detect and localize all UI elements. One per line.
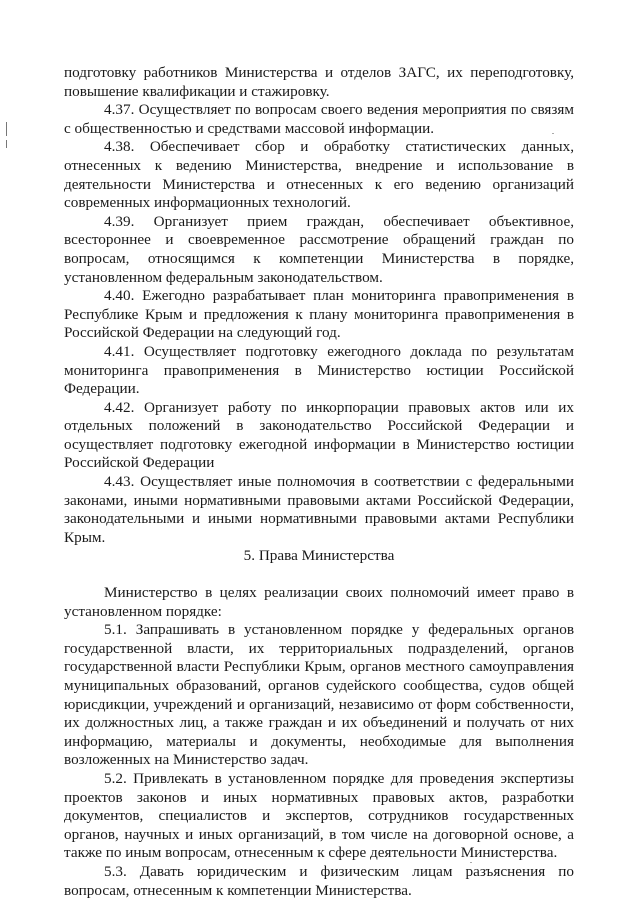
paragraph-4-39: 4.39. Организует прием граждан, обеспечивает объективное, всестороннее и своевременное рассмотрение обращений граждан по вопросам, относящимся к компетенции Министерства в порядке, установленном федеральным законодательством. xyxy=(64,212,574,286)
margin-mark xyxy=(6,140,9,148)
paragraph-4-40: 4.40. Ежегодно разрабатывает план мониторинга правоприменения в Республике Крым и предложения к плану мониторинга правоприменения в Российской Федерации на следующий год. xyxy=(64,287,574,342)
paragraph-5-2: 5.2. Привлекать в установленном порядке для проведения экспертизы проектов законов и иных нормативных правовых актов, разработки документов, специалистов и экспертов, сотрудников государственных органов, научных и иных организаций, в том числе на договорной основе, а также по иным вопросам, отнесенным к сфере деятельности Министерства. xyxy=(64,769,574,862)
paragraph-intro-continuation: подготовку работников Министерства и отделов ЗАГС, их переподготовку, повышение квалификации и стажировку. xyxy=(64,64,574,100)
paragraph-4-38: 4.38. Обеспечивает сбор и обработку статистических данных, отнесенных к ведению Министерства, внедрение и использование в деятельности Министерства и отнесенных к его ведению организаций современных информационных технологий. xyxy=(64,138,574,212)
paragraph-4-42: 4.42. Организует работу по инкорпорации правовых актов или их отдельных положений в законодательство Российской Федерации и осуществляет подготовку ежегодной информации в Министерство юстиции Российской Федерации xyxy=(64,398,574,472)
paragraph-5-intro: Министерство в целях реализации своих полномочий имеет право в установленном порядке: xyxy=(64,584,574,620)
section-heading: 5. Права Министерства xyxy=(243,547,395,565)
paragraph-4-37: 4.37. Осуществляет по вопросам своего ведения мероприятия по связям с общественностью и средствами массовой информации. xyxy=(64,101,574,137)
document-page xyxy=(64,64,574,900)
margin-mark xyxy=(6,122,9,136)
paragraph-4-41: 4.41. Осуществляет подготовку ежегодного доклада по результатам мониторинга правоприменения в Министерство юстиции Российской Федерации. xyxy=(64,342,574,398)
paragraph-5-1: 5.1. Запрашивать в установленном порядке у федеральных органов государственной власти, их территориальных подразделений, органов государственной власти Республики Крым, органов местного самоуправления муниципальных образований, органов судейского сообщества, судов общей юрисдикции, учреждений и организаций, независимо от форм собственности, их должностных лиц, а также граждан и их объединений и получать от них информацию, материалы и документы, необходимые для выполнения возложенных на Министерство задач. xyxy=(64,621,574,769)
paragraph-4-43: 4.43. Осуществляет иные полномочия в соответствии с федеральными законами, иными нормативными правовыми актами Российской Федерации, законодательными и иными нормативными правовыми актами Республики Крым. xyxy=(64,473,574,546)
paragraph-5-3: 5.3. Давать юридическим и физическим лицам разъяснения по вопросам, отнесенным к компетенции Министерства. xyxy=(64,862,574,899)
